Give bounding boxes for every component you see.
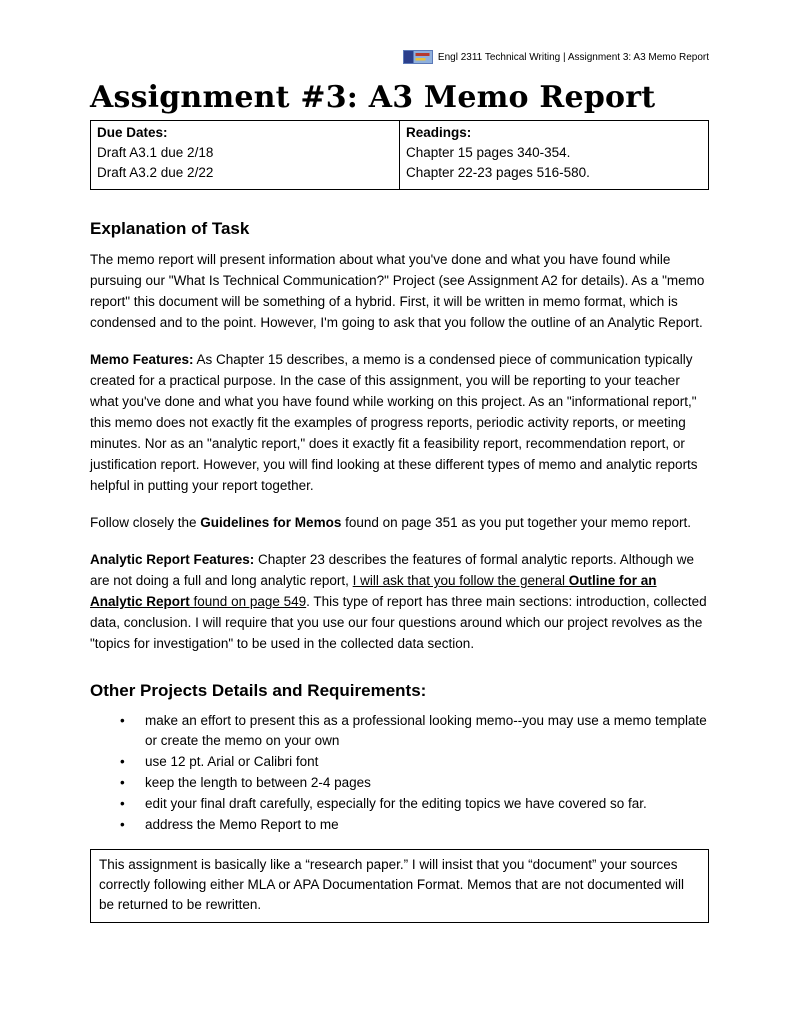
paragraph <box>90 512 709 533</box>
note-box <box>90 849 709 923</box>
text-run: Memo Features: <box>90 352 194 368</box>
bullet-item: • use 12 pt. Arial or Calibri font <box>145 752 709 772</box>
text-run: Analytic Report Features: <box>90 552 255 568</box>
paragraph <box>90 549 709 654</box>
text-run: . This type of report has three main sections: introduction, collected data, conclusion. I will require that you use our four questions around which our project revolves as the "topics for investigation" to be used in the collected data section. <box>90 594 707 652</box>
section-heading: Other Projects Details and Requirements: <box>90 681 427 701</box>
readings-label: Readings: <box>406 125 472 140</box>
due-dates-cell <box>91 121 400 190</box>
bullet-item: • make an effort to present this as a professional looking memo--you may use a memo template or create the memo on your own <box>145 711 709 751</box>
text-run: Guidelines for Memos <box>200 515 342 531</box>
reading-line: Chapter 15 pages 340-354. <box>406 145 571 160</box>
info-table-row <box>91 121 709 190</box>
text-run: As Chapter 15 describes, a memo is a condensed piece of communication typically created for a practical purpose. In the case of this assignment, you will be reporting to your teacher what you've done and what you have found while working on this project. As an "informational report," this memo does not exactly fit the examples of progress reports, periodic activity reports, or meeting minutes. Nor as an "analytic report," does it exactly fit a feasibility report, recommendation report, or justification report. However, you will find looking at these different types of memo and analytic reports helpful in putting your report together. <box>90 352 698 494</box>
page-header <box>90 50 709 64</box>
document-body <box>90 218 709 923</box>
bullet-item: • edit your final draft carefully, especially for the editing topics we have covered so far. <box>145 794 709 814</box>
header-text: Engl 2311 Technical Writing | Assignment 3: A3 Memo Report <box>437 51 709 63</box>
bullet-list <box>90 711 709 835</box>
due-date-line: Draft A3.1 due 2/18 <box>97 145 214 160</box>
text-run: I will ask that you follow the general <box>352 573 569 589</box>
bullet-item: • keep the length to between 2-4 pages <box>145 773 709 793</box>
text-run: This assignment is basically like a “research paper.” I will insist that you “document” your sources correctly following either MLA or APA Documentation Format. Memos that are not documented will be returned to be rewritten. <box>99 857 685 913</box>
text-run: found on page 351 as you put together your memo report. <box>341 515 692 531</box>
reading-line: Chapter 22-23 pages 516-580. <box>406 165 590 180</box>
paragraph <box>90 249 709 333</box>
text-run: Follow closely the <box>90 515 201 531</box>
due-date-line: Draft A3.2 due 2/22 <box>97 165 214 180</box>
college-logo-icon <box>403 50 433 64</box>
text-run: The memo report will present information about what you've done and what you have found while pursuing our "What Is Technical Communication?" Project (see Assignment A2 for details). As a "memo report" this document will be something of a hybrid. First, it will be written in memo format, which is condensed and to the point. However, I'm going to ask that you follow the outline of an Analytic Report. <box>90 252 705 331</box>
text-run: found on page 549 <box>189 594 307 610</box>
info-table <box>90 120 709 190</box>
text-run: Outline for an Analytic Report <box>90 573 657 610</box>
readings-cell <box>400 121 709 190</box>
bullet-item: • address the Memo Report to me <box>145 815 709 835</box>
section-heading: Explanation of Task <box>90 219 250 238</box>
page-title: Assignment #3: A3 Memo Report <box>90 80 656 115</box>
text-run: Chapter 23 describes the features of formal analytic reports. Although we are not doing a full and long analytic report, <box>90 552 695 589</box>
paragraph <box>90 349 709 496</box>
due-dates-label: Due Dates: <box>97 125 168 140</box>
